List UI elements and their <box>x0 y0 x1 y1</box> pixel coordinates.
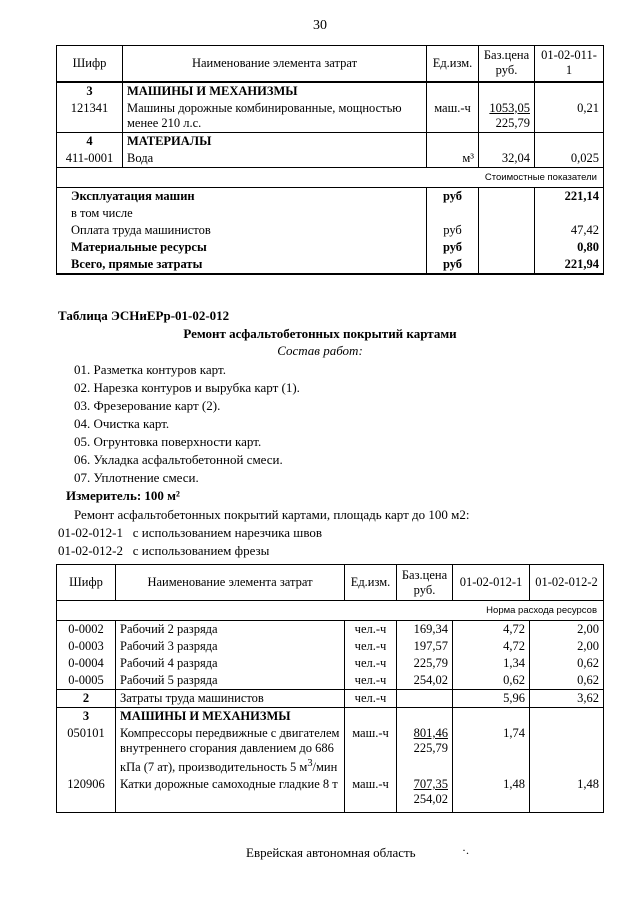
measure-unit: Измеритель: 100 м² <box>66 488 180 503</box>
rate-value: 0,62 <box>530 672 604 690</box>
machine-name: Катки дорожные самоходные гладкие 8 т <box>116 776 345 812</box>
total-value: 221,14 <box>535 187 604 205</box>
cost-indicators-header: Стоимостные показатели <box>57 167 604 187</box>
worker-name: Рабочий 4 разряда <box>116 655 345 672</box>
worker-code: 0-0002 <box>57 621 116 639</box>
header-rate-1: 01-02-012-1 <box>453 565 530 601</box>
row-code: 2 <box>57 690 116 708</box>
section-code: 3 <box>57 708 116 726</box>
total-label: Материальные ресурсы <box>57 239 427 256</box>
resource-table-01-02-011 <box>56 45 604 275</box>
resource-name: Вода <box>123 150 427 168</box>
worker-price: 169,34 <box>397 621 453 639</box>
worker-name: Рабочий 3 разряда <box>116 638 345 655</box>
machine-unit: маш.-ч <box>345 725 397 776</box>
worker-unit: чел.-ч <box>345 638 397 655</box>
header-rate-2: 01-02-012-2 <box>530 565 604 601</box>
caption: Ремонт асфальтобетонных покрытий картами <box>183 326 457 341</box>
worker-name: Рабочий 2 разряда <box>116 621 345 639</box>
worker-unit: чел.-ч <box>345 621 397 639</box>
rate-value: 0,62 <box>453 672 530 690</box>
header-unit: Ед.изм. <box>427 46 479 82</box>
worker-price: 225,79 <box>397 655 453 672</box>
variant: 01-02-012-2 с использованием фрезы <box>58 543 270 558</box>
table-title: Таблица ЭСНиЕРр-01-02-012 <box>58 308 230 323</box>
rate-value: 2,00 <box>530 638 604 655</box>
worker-unit: чел.-ч <box>345 672 397 690</box>
price-top: 801,46 <box>413 726 448 740</box>
total-label: в том числе <box>57 205 427 222</box>
rate-value: 1,34 <box>453 655 530 672</box>
rate-value: 4,72 <box>453 638 530 655</box>
work-item: 07. Уплотнение смеси. <box>74 470 199 485</box>
resource-code: 411-0001 <box>57 150 123 168</box>
total-value: 221,94 <box>535 256 604 274</box>
worker-code: 0-0003 <box>57 638 116 655</box>
work-item: 03. Фрезерование карт (2). <box>74 398 221 413</box>
rate-value: 2,00 <box>530 621 604 639</box>
work-item: 01. Разметка контуров карт. <box>74 362 226 377</box>
section-title: МАШИНЫ И МЕХАНИЗМЫ <box>116 708 345 726</box>
rate-value: 0,21 <box>535 100 604 133</box>
section-code: 4 <box>57 132 123 150</box>
description: Ремонт асфальтобетонных покрытий картами, площадь карт до 100 м2: <box>74 507 470 522</box>
resource-table-01-02-012 <box>56 564 604 813</box>
rate-value: 0,62 <box>530 655 604 672</box>
worker-price: 197,57 <box>397 638 453 655</box>
section-code: 3 <box>57 82 123 100</box>
work-composition-heading: Состав работ: <box>277 343 363 358</box>
price-top: 707,35 <box>413 777 448 792</box>
machine-name: Компрессоры передвижные с двигателем внутреннего сгорания давлением до 686 кПа (7 ат), производительность 5 $м^3$/мин <box>116 725 345 776</box>
rate-value: 4,72 <box>453 621 530 639</box>
norm-header: Норма расхода ресурсов <box>57 601 604 621</box>
header-name: Наименование элемента затрат <box>123 46 427 82</box>
resource-code: 121341 <box>57 100 123 133</box>
rate-value: 1,48 <box>530 776 604 812</box>
price-bottom: 254,02 <box>413 792 448 807</box>
header-rate: 01-02-011-1 <box>535 46 604 82</box>
footer-mark: ·. <box>462 843 469 857</box>
total-unit: руб <box>427 222 479 239</box>
header-code: Шифр <box>57 565 116 601</box>
machine-unit: маш.-ч <box>345 776 397 812</box>
row-name: Затраты труда машинистов <box>116 690 345 708</box>
worker-code: 0-0005 <box>57 672 116 690</box>
price-bottom: 225,79 <box>413 741 448 755</box>
rate-value <box>530 725 604 776</box>
price-bottom: 225,79 <box>495 115 530 130</box>
resource-unit: маш.-ч <box>427 100 479 133</box>
total-unit: руб <box>427 239 479 256</box>
section-title: МАТЕРИАЛЫ <box>123 132 427 150</box>
total-label: Эксплуатация машин <box>57 187 427 205</box>
worker-code: 0-0004 <box>57 655 116 672</box>
rate-value: 1,74 <box>453 725 530 776</box>
header-price: Баз.цена руб. <box>479 46 535 82</box>
rate-value: 5,96 <box>453 690 530 708</box>
rate-value: 3,62 <box>530 690 604 708</box>
rate-value: 0,025 <box>535 150 604 168</box>
page-number: 30 <box>313 18 327 33</box>
total-unit: руб <box>427 256 479 274</box>
work-item: 02. Нарезка контуров и вырубка карт (1). <box>74 380 300 395</box>
price-top: 1053,05 <box>489 100 530 115</box>
row-unit: чел.-ч <box>345 690 397 708</box>
machine-code: 050101 <box>57 725 116 776</box>
variant: 01-02-012-1 с использованием нарезчика швов <box>58 525 323 540</box>
machine-code: 120906 <box>57 776 116 812</box>
total-label: Всего, прямые затраты <box>57 256 427 274</box>
rate-value: 1,48 <box>453 776 530 812</box>
footer-region: Еврейская автономная область <box>246 845 416 860</box>
total-unit: руб <box>427 187 479 205</box>
total-value: 47,42 <box>535 222 604 239</box>
resource-name: Машины дорожные комбинированные, мощностью менее 210 л.с. <box>123 100 427 133</box>
resource-price: 32,04 <box>479 150 535 168</box>
header-unit: Ед.изм. <box>345 565 397 601</box>
total-value: 0,80 <box>535 239 604 256</box>
work-item: 05. Огрунтовка поверхности карт. <box>74 434 262 449</box>
header-code: Шифр <box>57 46 123 82</box>
header-price: Баз.цена руб. <box>397 565 453 601</box>
work-item: 06. Укладка асфальтобетонной смеси. <box>74 452 283 467</box>
header-name: Наименование элемента затрат <box>116 565 345 601</box>
resource-unit: м³ <box>427 150 479 168</box>
total-label: Оплата труда машинистов <box>57 222 427 239</box>
worker-name: Рабочий 5 разряда <box>116 672 345 690</box>
worker-unit: чел.-ч <box>345 655 397 672</box>
work-item: 04. Очистка карт. <box>74 416 170 431</box>
section-title: МАШИНЫ И МЕХАНИЗМЫ <box>123 82 427 100</box>
worker-price: 254,02 <box>397 672 453 690</box>
